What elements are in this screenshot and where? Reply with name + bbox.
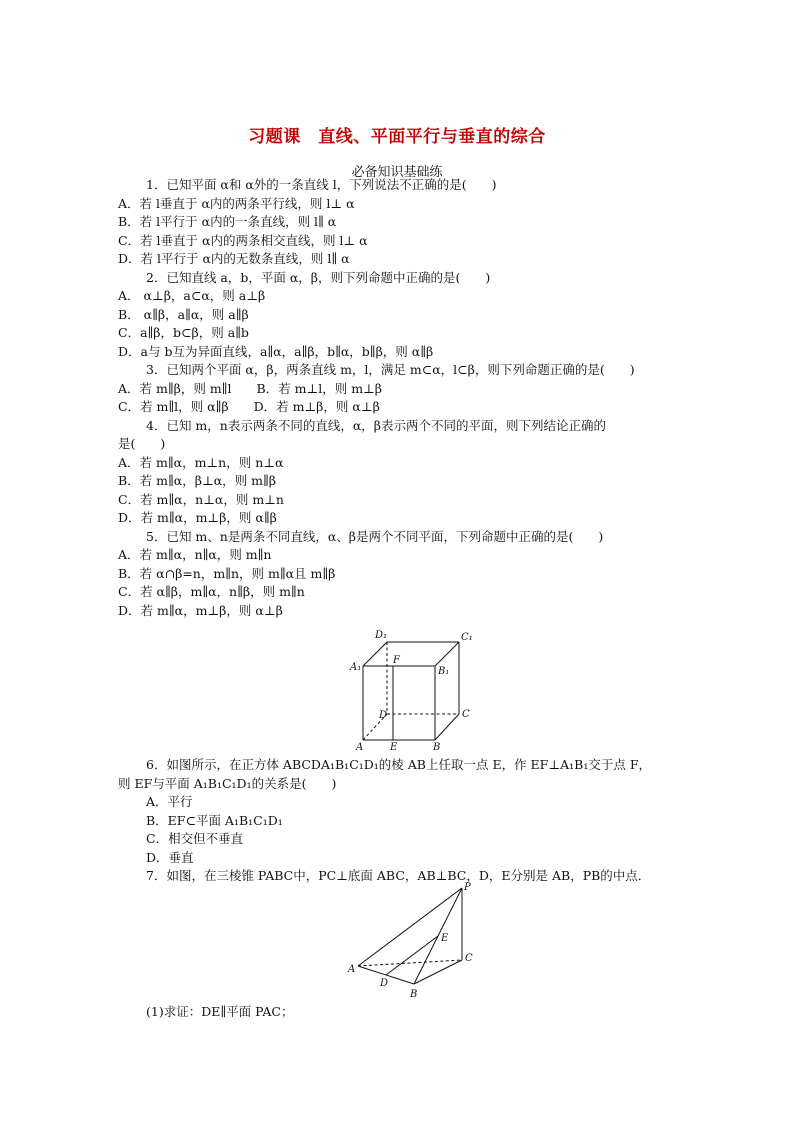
q1-option-a: A．若 l垂直于 α内的两条平行线，则 l⊥ α (118, 195, 355, 211)
q2-option-a: A． α⊥β，a⊂α，则 a⊥β (118, 288, 266, 303)
q2-stem: 2．已知直线 a，b，平面 α，β，则下列命题中正确的是( ) (146, 269, 491, 285)
q4-option-a: A．若 m∥α，m⊥n，则 n⊥α (118, 454, 284, 470)
q7-part1: (1)求证：DE∥平面 PAC； (146, 1004, 294, 1019)
label-A: A (356, 742, 364, 752)
label-F: F (393, 655, 400, 666)
q2-option-c: C．a∥β，b⊂β，则 a∥b (118, 325, 249, 340)
q6-option-c: C．相交但不垂直 (146, 831, 244, 846)
label-B: B (410, 989, 418, 1000)
q1-option-d: D．若 l平行于 α内的无数条直线，则 l∥ α (118, 251, 350, 266)
label-B1: B₁ (438, 666, 450, 677)
label-C: C (465, 953, 473, 964)
q5-option-b: B．若 α∩β=n，m∥n，则 m∥α且 m∥β (118, 565, 336, 581)
q2-option-b: B． α∥β，a∥α，则 a∥β (118, 306, 249, 322)
label-A: A (348, 964, 356, 975)
label-C: C (462, 709, 470, 720)
label-D1: D₁ (375, 630, 388, 641)
label-D: D (380, 978, 389, 989)
q5-option-a: A．若 m∥α，n∥α，则 m∥n (118, 547, 272, 562)
section-heading: 必备知识基础练 (351, 165, 443, 180)
q6-stem: 6．如图所示，在正方体 ABCDA₁B₁C₁D₁的棱 AB上任取一点 E，作 EF⊥A₁B₁交于点 F， (146, 757, 651, 772)
cube-figure (345, 628, 485, 752)
q4-stem-cont: 是( ) (118, 436, 166, 451)
q3-stem: 3．已知两个平面 α，β，两条直线 m，l，满足 m⊂α，l⊂β，则下列命题正确的是( ) (146, 362, 635, 377)
label-B: B (433, 742, 441, 752)
q4-option-c: C．若 m∥α，n⊥α，则 m⊥n (118, 491, 284, 507)
q3-options-cd: C．若 m∥l，则 α∥β D．若 m⊥β，则 α⊥β (118, 399, 380, 414)
q4-option-b: B．若 m∥α，β⊥α，则 m∥β (118, 473, 276, 488)
q5-option-d: D．若 m∥α，m⊥β，则 α⊥β (118, 602, 283, 618)
q6-option-b: B．EF⊂平面 A₁B₁C₁D₁ (146, 812, 283, 828)
label-P: P (464, 882, 471, 893)
q1-option-c: C．若 l垂直于 α内的两条相交直线，则 l⊥ α (118, 232, 368, 248)
label-A1: A₁ (350, 662, 362, 673)
label-C1: C₁ (461, 632, 473, 643)
q1-option-b: B．若 l平行于 α内的一条直线，则 l∥ α (118, 214, 337, 229)
pyramid-figure (342, 880, 487, 1002)
q1-stem: 1．已知平面 α和 α外的一条直线 l，下列说法不正确的是( ) (146, 177, 497, 192)
q3-options-ab: A．若 m∥β，则 m∥l B．若 m⊥l，则 m⊥β (118, 380, 383, 396)
q5-stem: 5．已知 m、n是两条不同直线，α、β是两个不同平面，下列命题中正确的是( ) (146, 528, 604, 544)
q4-option-d: D．若 m∥α，m⊥β，则 α∥β (118, 510, 277, 525)
q5-option-c: C．若 α∥β，m∥α，n∥β，则 m∥n (118, 584, 305, 599)
q6-stem-cont: 则 EF与平面 A₁B₁C₁D₁的关系是( ) (118, 775, 337, 791)
page-title: 习题课 直线、平面平行与垂直的综合 (248, 127, 546, 147)
q7-stem: 7．如图，在三棱锥 PABC中，PC⊥底面 ABC，AB⊥BC，D，E分别是 AB，PB的中点． (146, 868, 651, 883)
questions-1-to-5 (118, 176, 678, 620)
label-D: D (379, 710, 388, 721)
label-E: E (441, 933, 449, 944)
q2-option-d: D．a与 b互为异面直线，a∥α，a∥β，b∥α，b∥β，则 α∥β (118, 343, 434, 359)
q6-option-a: A．平行 (146, 794, 193, 809)
q4-stem: 4．已知 m，n表示两条不同的直线，α，β表示两个不同的平面，则下列结论正确的 (146, 417, 606, 433)
question-7-part-1 (118, 1003, 678, 1022)
q6-option-d: D．垂直 (146, 849, 194, 865)
questions-6-to-7 (118, 756, 678, 886)
label-E: E (390, 742, 398, 752)
